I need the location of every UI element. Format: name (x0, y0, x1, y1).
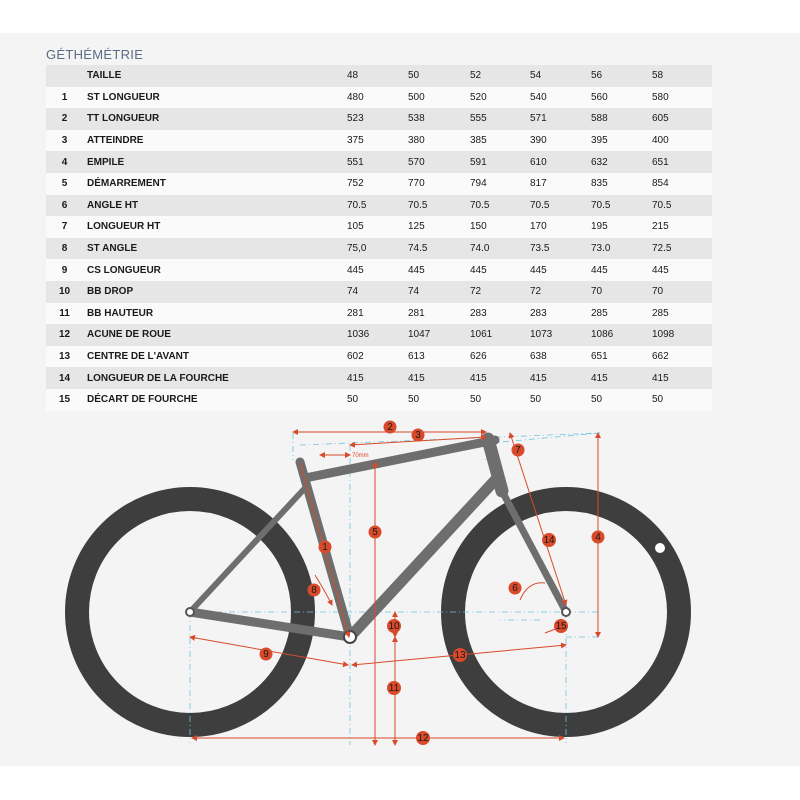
parameter-name: LONGUEUR DE LA FOURCHE (83, 367, 343, 389)
size-value: 415 (343, 367, 404, 389)
parameter-name: EMPILE (83, 151, 343, 173)
size-value: 1073 (526, 324, 587, 346)
size-value: 551 (343, 151, 404, 173)
size-value: 626 (466, 346, 526, 368)
front-hub (562, 608, 570, 616)
size-value: 560 (587, 87, 648, 109)
table-row (46, 195, 712, 217)
table-row (46, 346, 712, 368)
size-value: 540 (526, 87, 587, 109)
size-value: 610 (526, 151, 587, 173)
size-value: 375 (343, 130, 404, 152)
size-value: 638 (526, 346, 587, 368)
parameter-name: DÉCART DE FOURCHE (83, 389, 343, 411)
size-value: 415 (587, 367, 648, 389)
size-value: 281 (404, 303, 466, 325)
bike-frame (190, 439, 566, 637)
svg-text:14: 14 (543, 535, 555, 546)
bottom-bracket (344, 631, 356, 643)
row-number: 13 (46, 346, 83, 368)
table-row (46, 281, 712, 303)
bike-geometry-diagram (0, 415, 800, 765)
size-value: 752 (343, 173, 404, 195)
size-value: 500 (404, 87, 466, 109)
size-value: 70.5 (587, 195, 648, 217)
size-value: 445 (587, 259, 648, 281)
size-value: 72.5 (648, 238, 712, 260)
size-value: 835 (587, 173, 648, 195)
size-value: 74.5 (404, 238, 466, 260)
table-row (46, 130, 712, 152)
table-row (46, 108, 712, 130)
size-value: 1036 (343, 324, 404, 346)
svg-text:12: 12 (417, 733, 429, 744)
row-number: 11 (46, 303, 83, 325)
table-row (46, 216, 712, 238)
page-title: GÉTHÉMÉTRIE (46, 47, 144, 62)
marker-6 (509, 582, 522, 595)
valve-dot (655, 543, 665, 553)
marker-8 (308, 584, 321, 597)
size-value: 70.5 (648, 195, 712, 217)
row-number: 9 (46, 259, 83, 281)
table-row (46, 173, 712, 195)
size-value: 571 (526, 108, 587, 130)
marker-10 (387, 619, 401, 633)
parameter-name: CENTRE DE L'AVANT (83, 346, 343, 368)
size-value: 1086 (587, 324, 648, 346)
size-value: 445 (526, 259, 587, 281)
size-value: 283 (526, 303, 587, 325)
size-value: 538 (404, 108, 466, 130)
row-number: 4 (46, 151, 83, 173)
row-number: 15 (46, 389, 83, 411)
marker-7 (512, 444, 525, 457)
size-value: 817 (526, 173, 587, 195)
row-number: 12 (46, 324, 83, 346)
svg-text:9: 9 (263, 649, 269, 660)
size-value: 50 (404, 65, 466, 87)
size-value: 74 (404, 281, 466, 303)
size-value: 570 (404, 151, 466, 173)
size-value: 50 (526, 389, 587, 411)
row-number: 6 (46, 195, 83, 217)
size-value: 480 (343, 87, 404, 109)
size-value: 285 (587, 303, 648, 325)
size-value: 170 (526, 216, 587, 238)
size-value: 445 (648, 259, 712, 281)
svg-text:3: 3 (415, 430, 421, 441)
table-row (46, 151, 712, 173)
size-value: 588 (587, 108, 648, 130)
size-value: 605 (648, 108, 712, 130)
table-row (46, 324, 712, 346)
marker-3 (412, 429, 425, 442)
parameter-name: DÉMARREMENT (83, 173, 343, 195)
size-value: 52 (466, 65, 526, 87)
size-value: 613 (404, 346, 466, 368)
svg-text:2: 2 (387, 422, 393, 433)
parameter-name: CS LONGUEUR (83, 259, 343, 281)
size-value: 523 (343, 108, 404, 130)
size-value: 854 (648, 173, 712, 195)
parameter-name: BB HAUTEUR (83, 303, 343, 325)
size-value: 54 (526, 65, 587, 87)
size-value: 415 (466, 367, 526, 389)
table-row (46, 259, 712, 281)
size-value: 662 (648, 346, 712, 368)
size-value: 281 (343, 303, 404, 325)
parameter-name: ST LONGUEUR (83, 87, 343, 109)
table-row (46, 87, 712, 109)
size-value: 555 (466, 108, 526, 130)
table-row (46, 303, 712, 325)
svg-text:11: 11 (388, 683, 400, 694)
size-value: 195 (587, 216, 648, 238)
row-number: 1 (46, 87, 83, 109)
size-value: 632 (587, 151, 648, 173)
size-value: 445 (404, 259, 466, 281)
table-row (46, 367, 712, 389)
marker-1 (319, 541, 332, 554)
row-number: 14 (46, 367, 83, 389)
size-value: 48 (343, 65, 404, 87)
svg-text:5: 5 (372, 527, 378, 538)
size-value: 105 (343, 216, 404, 238)
size-value: 1098 (648, 324, 712, 346)
marker-4 (592, 531, 605, 544)
size-value: 73.0 (587, 238, 648, 260)
table-row (46, 389, 712, 411)
size-value: 58 (648, 65, 712, 87)
size-value: 794 (466, 173, 526, 195)
size-value: 215 (648, 216, 712, 238)
size-value: 415 (648, 367, 712, 389)
size-value: 70.5 (404, 195, 466, 217)
size-value: 150 (466, 216, 526, 238)
parameter-name: ACUNE DE ROUE (83, 324, 343, 346)
marker-5 (369, 526, 382, 539)
marker-11 (387, 681, 401, 695)
size-value: 380 (404, 130, 466, 152)
svg-text:1: 1 (322, 542, 328, 553)
svg-text:6: 6 (512, 583, 518, 594)
parameter-name: LONGUEUR HT (83, 216, 343, 238)
svg-text:7: 7 (515, 445, 521, 456)
size-value: 73.5 (526, 238, 587, 260)
parameter-name: TT LONGUEUR (83, 108, 343, 130)
size-value: 125 (404, 216, 466, 238)
parameter-name: ST ANGLE (83, 238, 343, 260)
size-value: 283 (466, 303, 526, 325)
size-value: 651 (587, 346, 648, 368)
size-value: 395 (587, 130, 648, 152)
size-value: 70.5 (343, 195, 404, 217)
marker-13 (453, 648, 467, 662)
svg-text:8: 8 (311, 585, 317, 596)
size-value: 445 (466, 259, 526, 281)
marker-12 (416, 731, 430, 745)
parameter-name: BB DROP (83, 281, 343, 303)
parameter-name: ANGLE HT (83, 195, 343, 217)
size-value: 50 (648, 389, 712, 411)
size-value: 520 (466, 87, 526, 109)
row-number: 7 (46, 216, 83, 238)
size-value: 72 (466, 281, 526, 303)
marker-2 (384, 421, 397, 434)
parameter-name: TAILLE (83, 65, 343, 87)
size-value: 72 (526, 281, 587, 303)
size-value: 415 (526, 367, 587, 389)
marker-14 (542, 533, 556, 547)
size-value: 1047 (404, 324, 466, 346)
table-row (46, 238, 712, 260)
size-value: 75,0 (343, 238, 404, 260)
size-value: 70.5 (466, 195, 526, 217)
size-value: 385 (466, 130, 526, 152)
row-number: 3 (46, 130, 83, 152)
size-value: 50 (404, 389, 466, 411)
rear-hub (186, 608, 194, 616)
size-value: 602 (343, 346, 404, 368)
svg-text:15: 15 (555, 621, 567, 632)
size-value: 50 (587, 389, 648, 411)
size-value: 74.0 (466, 238, 526, 260)
size-value: 1061 (466, 324, 526, 346)
offset-70mm-label: 70mm (352, 453, 369, 459)
geometry-table (46, 65, 712, 411)
size-value: 56 (587, 65, 648, 87)
size-value: 580 (648, 87, 712, 109)
marker-9 (260, 648, 273, 661)
parameter-name: ATTEINDRE (83, 130, 343, 152)
row-number: 10 (46, 281, 83, 303)
table-header-row (46, 65, 712, 87)
row-number: 8 (46, 238, 83, 260)
marker-15 (554, 619, 568, 633)
size-value: 70 (648, 281, 712, 303)
size-value: 50 (466, 389, 526, 411)
size-value: 591 (466, 151, 526, 173)
size-value: 390 (526, 130, 587, 152)
size-value: 651 (648, 151, 712, 173)
svg-text:10: 10 (388, 621, 400, 632)
size-value: 50 (343, 389, 404, 411)
size-value: 770 (404, 173, 466, 195)
row-number: 2 (46, 108, 83, 130)
size-value: 400 (648, 130, 712, 152)
svg-text:4: 4 (595, 532, 601, 543)
size-value: 445 (343, 259, 404, 281)
size-value: 70 (587, 281, 648, 303)
svg-text:13: 13 (454, 650, 466, 661)
row-number (46, 65, 83, 87)
size-value: 74 (343, 281, 404, 303)
row-number: 5 (46, 173, 83, 195)
size-value: 70.5 (526, 195, 587, 217)
size-value: 285 (648, 303, 712, 325)
size-value: 415 (404, 367, 466, 389)
